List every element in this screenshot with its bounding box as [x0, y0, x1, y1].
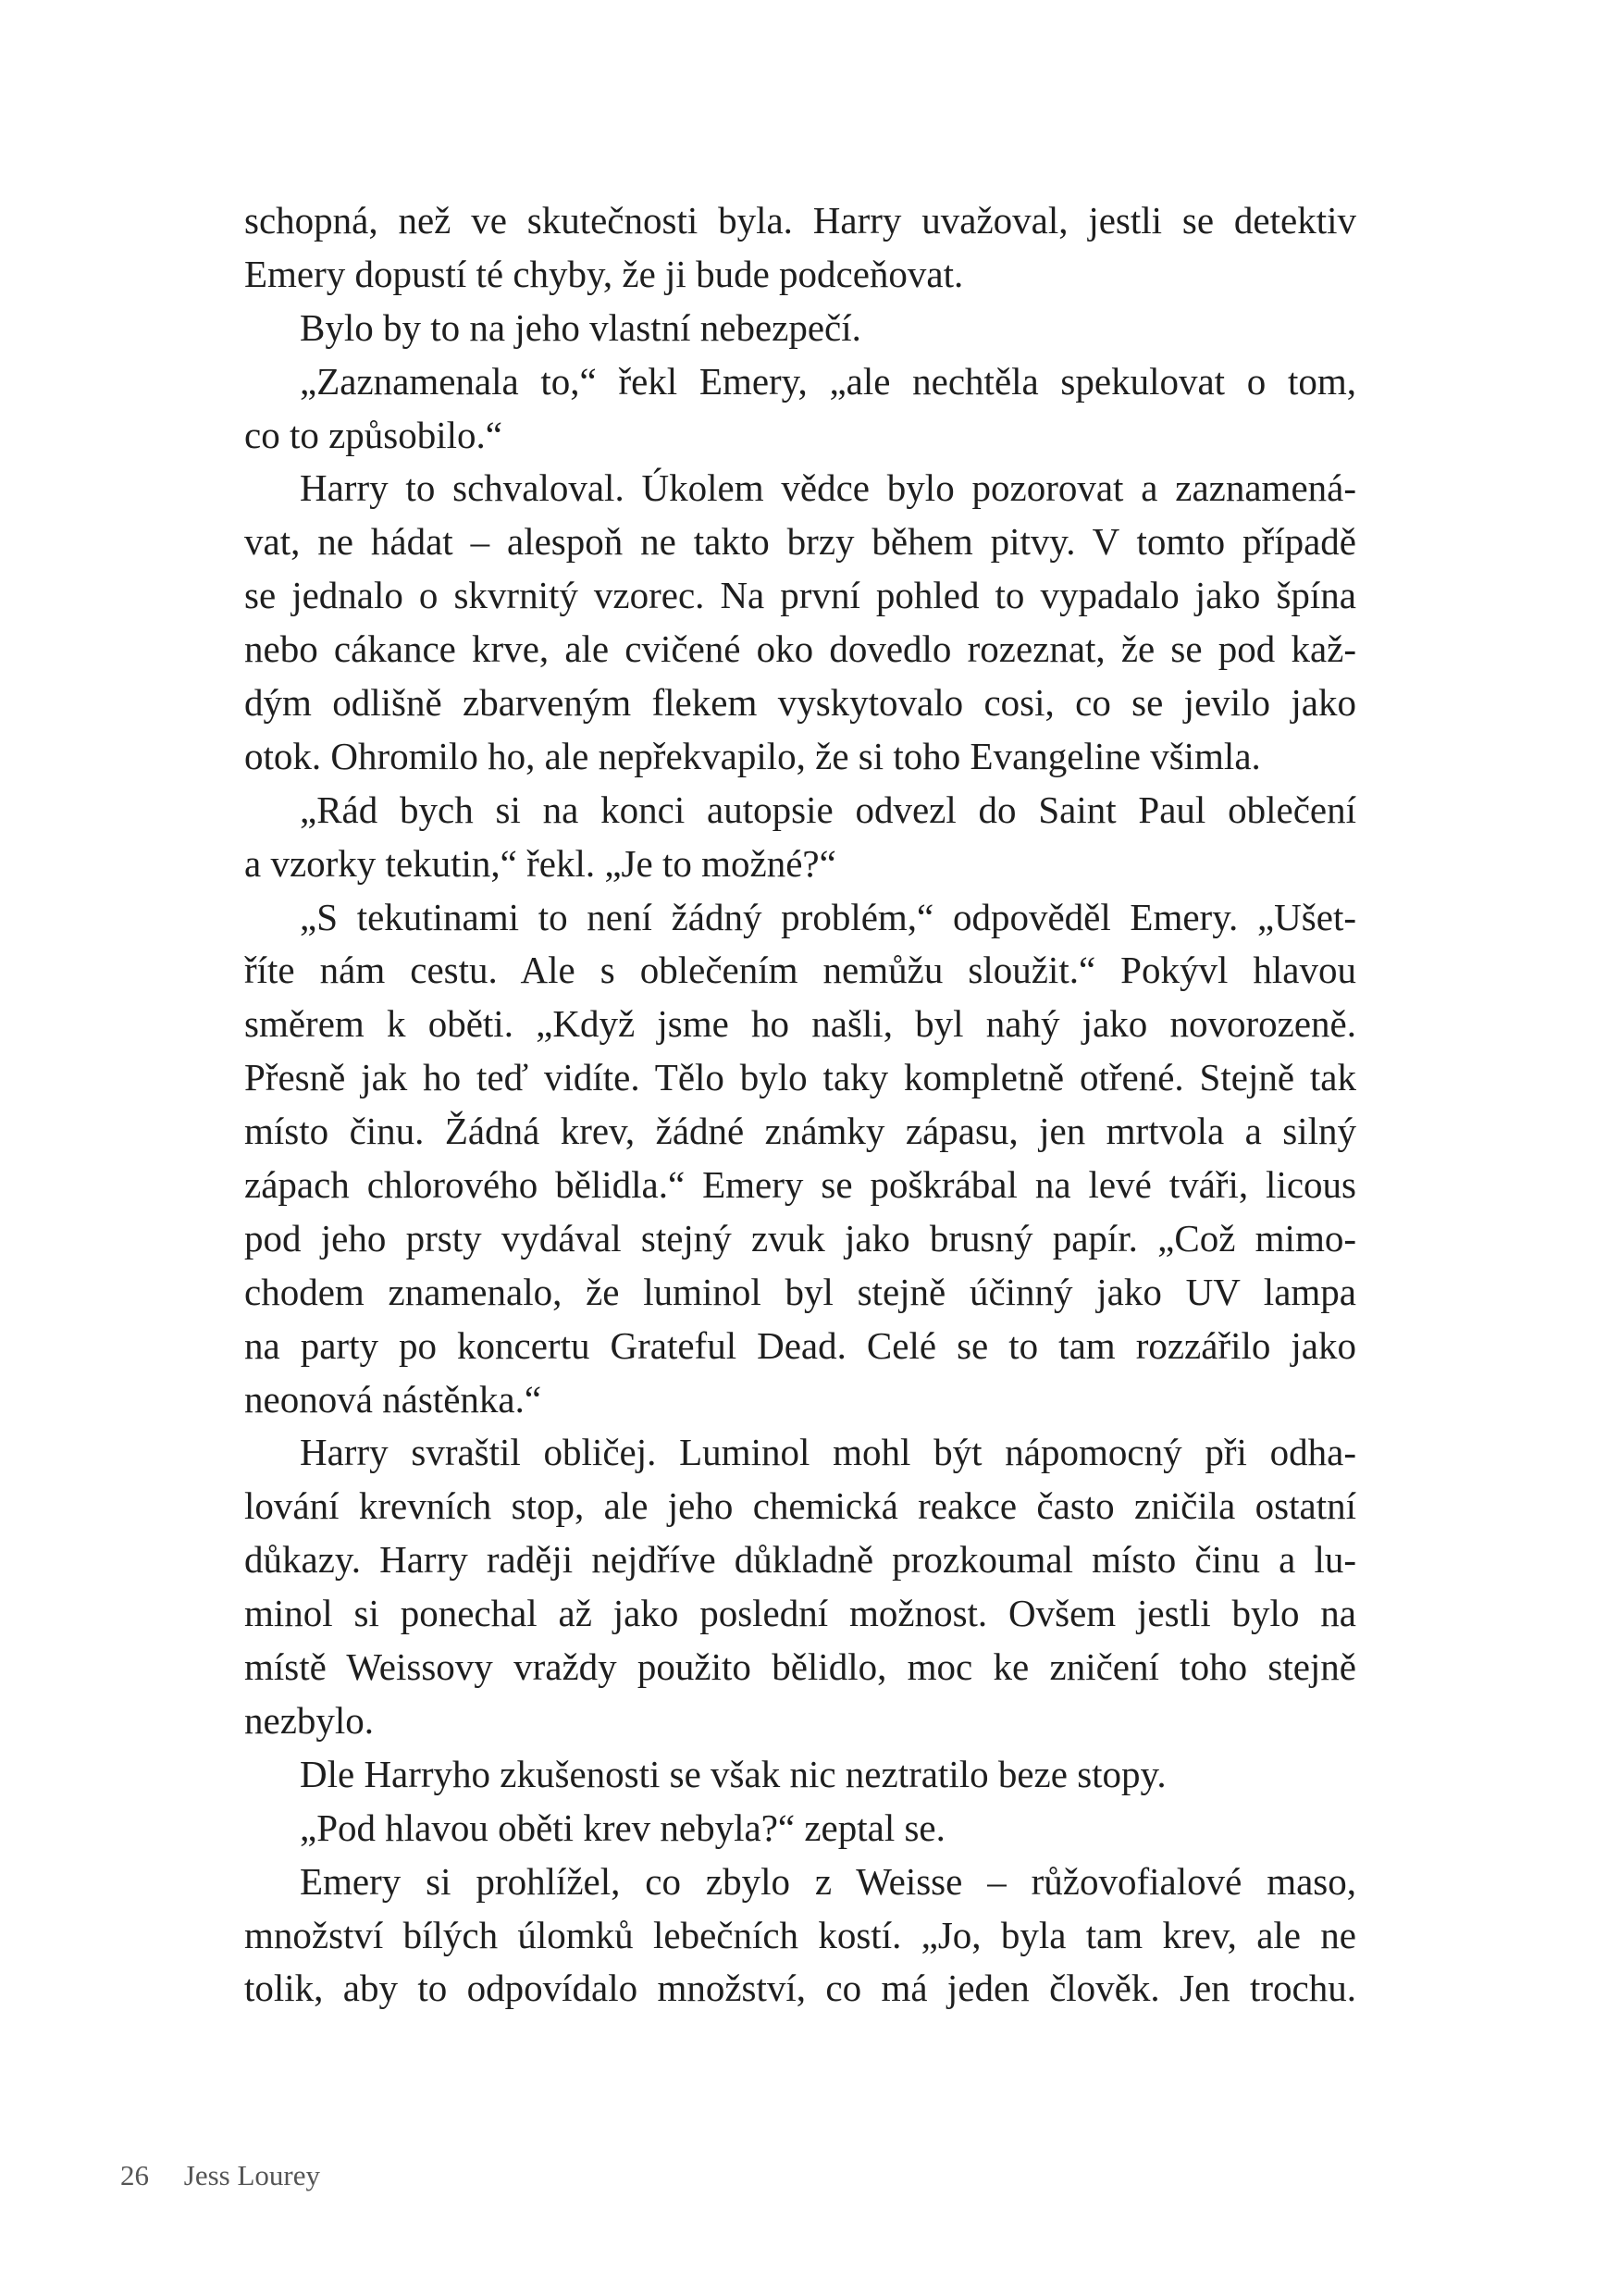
text-line: Přesně jak ho teď vidíte. Tělo bylo taky kompletně otřené. Stejně tak: [244, 1056, 1356, 1099]
text-line: otok. Ohromilo ho, ale nepřekvapilo, že si toho Evangeline všimla.: [244, 734, 1261, 777]
text-line: minol si ponechal až jako poslední možnost. Ovšem jestli bylo na: [244, 1592, 1356, 1635]
text-line: směrem k oběti. „Když jsme ho našli, byl nahý jako novorozeně.: [244, 1002, 1356, 1046]
text-line: „Rád bych si na konci autopsie odvezl do Saint Paul oblečení: [300, 788, 1356, 831]
text-line: nezbylo.: [244, 1698, 375, 1742]
text-line: množství bílých úlomků lebečních kostí. „Jo, byla tam krev, ale ne: [244, 1913, 1356, 1956]
text-line: co to způsobilo.“: [244, 413, 502, 456]
text-line: schopná, než ve skutečnosti byla. Harry uvažoval, jestli se detektiv: [244, 199, 1356, 242]
page-number: 26: [120, 2159, 149, 2191]
text-line: a vzorky tekutin,“ řekl. „Je to možné?“: [244, 841, 836, 885]
text-line: místo činu. Žádná krev, žádné známky zápasu, jen mrtvola a silný: [244, 1110, 1356, 1153]
text-line: zápach chlorového bělidla.“ Emery se poškrábal na levé tváři, licous: [244, 1163, 1356, 1207]
text-line: chodem znamenalo, že luminol byl stejně účinný jako UV lampa: [244, 1270, 1356, 1313]
running-footer-author: Jess Lourey: [183, 2159, 320, 2191]
body-text: [244, 194, 1356, 2016]
text-line: „Zaznamenala to,“ řekl Emery, „ale nechtěla spekulovat o tom,: [300, 359, 1356, 403]
text-line: Harry svraštil obličej. Luminol mohl být nápomocný při odha-: [300, 1431, 1356, 1474]
text-line: důkazy. Harry raději nejdříve důkladně prozkoumal místo činu a lu-: [244, 1538, 1356, 1582]
text-line: říte nám cestu. Ale s oblečením nemůžu sloužit.“ Pokývl hlavou: [244, 949, 1356, 992]
text-line: „S tekutinami to není žádný problém,“ odpověděl Emery. „Ušet-: [300, 895, 1356, 938]
text-line: se jednalo o skvrnitý vzorec. Na první pohled to vypadalo jako špína: [244, 574, 1356, 617]
text-line: „Pod hlavou oběti krev nebyla?“ zeptal se.: [300, 1806, 946, 1849]
text-line: lování krevních stop, ale jeho chemická reakce často zničila ostatní: [244, 1484, 1356, 1528]
text-line: Dle Harryho zkušenosti se však nic neztratilo beze stopy.: [300, 1752, 1167, 1795]
text-line: tolik, aby to odpovídalo množství, co má jeden člověk. Jen trochu.: [244, 1967, 1356, 2010]
text-line: Emery si prohlížel, co zbylo z Weisse – růžovofialové maso,: [300, 1859, 1356, 1903]
text-line: vat, ne hádat – alespoň ne takto brzy během pitvy. V tomto případě: [244, 520, 1356, 564]
text-line: nebo cákance krve, ale cvičené oko dovedlo rozeznat, že se pod kaž-: [244, 627, 1356, 671]
text-line: místě Weissovy vraždy použito bělidlo, moc ke zničení toho stejně: [244, 1645, 1356, 1689]
text-line: Emery dopustí té chyby, že ji bude podceňovat.: [244, 252, 964, 295]
text-line: pod jeho prsty vydával stejný zvuk jako brusný papír. „Což mimo-: [244, 1216, 1356, 1260]
text-line: dým odlišně zbarveným flekem vyskytovalo cosi, co se jevilo jako: [244, 681, 1356, 725]
text-line: neonová nástěnka.“: [244, 1377, 542, 1421]
text-line: Harry to schvaloval. Úkolem vědce bylo pozorovat a zaznamená-: [300, 466, 1356, 510]
page-footer: [120, 2159, 320, 2192]
text-line: na party po koncertu Grateful Dead. Celé se to tam rozzářilo jako: [244, 1323, 1356, 1367]
text-line: Bylo by to na jeho vlastní nebezpečí.: [300, 305, 861, 349]
